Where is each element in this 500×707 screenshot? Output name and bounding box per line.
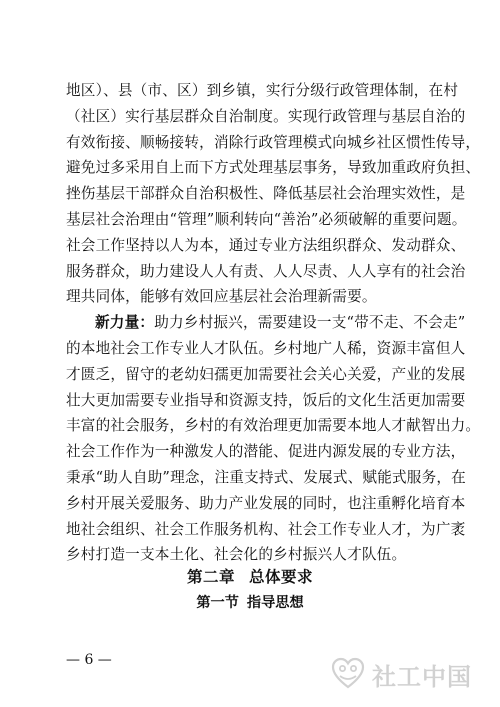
watermark-text: 社工中国 (372, 662, 472, 691)
chapter-heading (0, 565, 500, 587)
chapter-title: 总体要求 (249, 568, 314, 586)
paragraph-lead: 新力量： (95, 314, 155, 332)
body-line: 壮大更加需要专业指导和资源支持，饭后的文化生活更加需要 (66, 391, 466, 409)
body-line: 才匮乏，留守的老幼妇孺更加需要社会关心关爱，产业的发展 (66, 365, 466, 383)
body-line: 有效衔接、顺畅接转，消除行政管理模式向城乡社区惯性传导， (66, 133, 481, 151)
body-line: 基层社会治理由“管理”顺利转向“善治”必须破解的重要问题。 (66, 210, 467, 228)
body-line: 地区）、县（市、区）到乡镇，实行分级行政管理体制，在村 (66, 82, 459, 99)
body-text (66, 78, 481, 568)
body-line: （社区）实行基层群众自治制度。实现行政管理与基层自治的 (66, 107, 466, 125)
body-line: 挫伤基层干部群众自治积极性、降低基层社会治理实效性，是 (66, 185, 466, 203)
heart-logo-icon (330, 656, 366, 692)
body-line: 丰富的社会服务，乡村的有效治理更加需要本地人才献智出力。 (66, 417, 481, 435)
body-line: 乡村打造一支本土化、社会化的乡村振兴人才队伍。 (66, 546, 407, 564)
watermark (330, 652, 490, 696)
body-line: 乡村开展关爱服务、助力产业发展的同时，也注重孵化培育本 (66, 494, 466, 512)
body-line: 地社会组织、社会工作服务机构、社会工作专业人才，为广袤 (66, 520, 466, 538)
paragraph-text: 助力乡村振兴，需要建设一支“带不走、不会走” (154, 314, 466, 332)
page-number: — 6 — (66, 652, 112, 668)
section-title: 指导思想 (246, 595, 304, 611)
chapter-number: 第二章 (186, 568, 235, 586)
body-line: 秉承“助人自助”理念，注重支持式、发展式、赋能式服务，在 (66, 468, 466, 486)
body-line (66, 310, 466, 336)
body-line: 的本地社会工作专业人才队伍。乡村地广人稀，资源丰富但人 (66, 339, 466, 357)
body-line: 服务群众，助力建设人人有责、人人尽责、人人享有的社会治 (66, 262, 466, 280)
body-line: 社会工作坚持以人为本，通过专业方法组织群众、发动群众、 (66, 236, 466, 254)
section-number: 第一节 (196, 595, 239, 611)
section-heading (0, 592, 500, 612)
body-line: 社会工作作为一种激发人的潜能、促进内源发展的专业方法， (66, 443, 466, 461)
body-line: 避免过多采用自上而下方式处理基层事务，导致加重政府负担、 (66, 159, 481, 177)
body-line: 理共同体，能够有效回应基层社会治理新需要。 (66, 288, 377, 306)
